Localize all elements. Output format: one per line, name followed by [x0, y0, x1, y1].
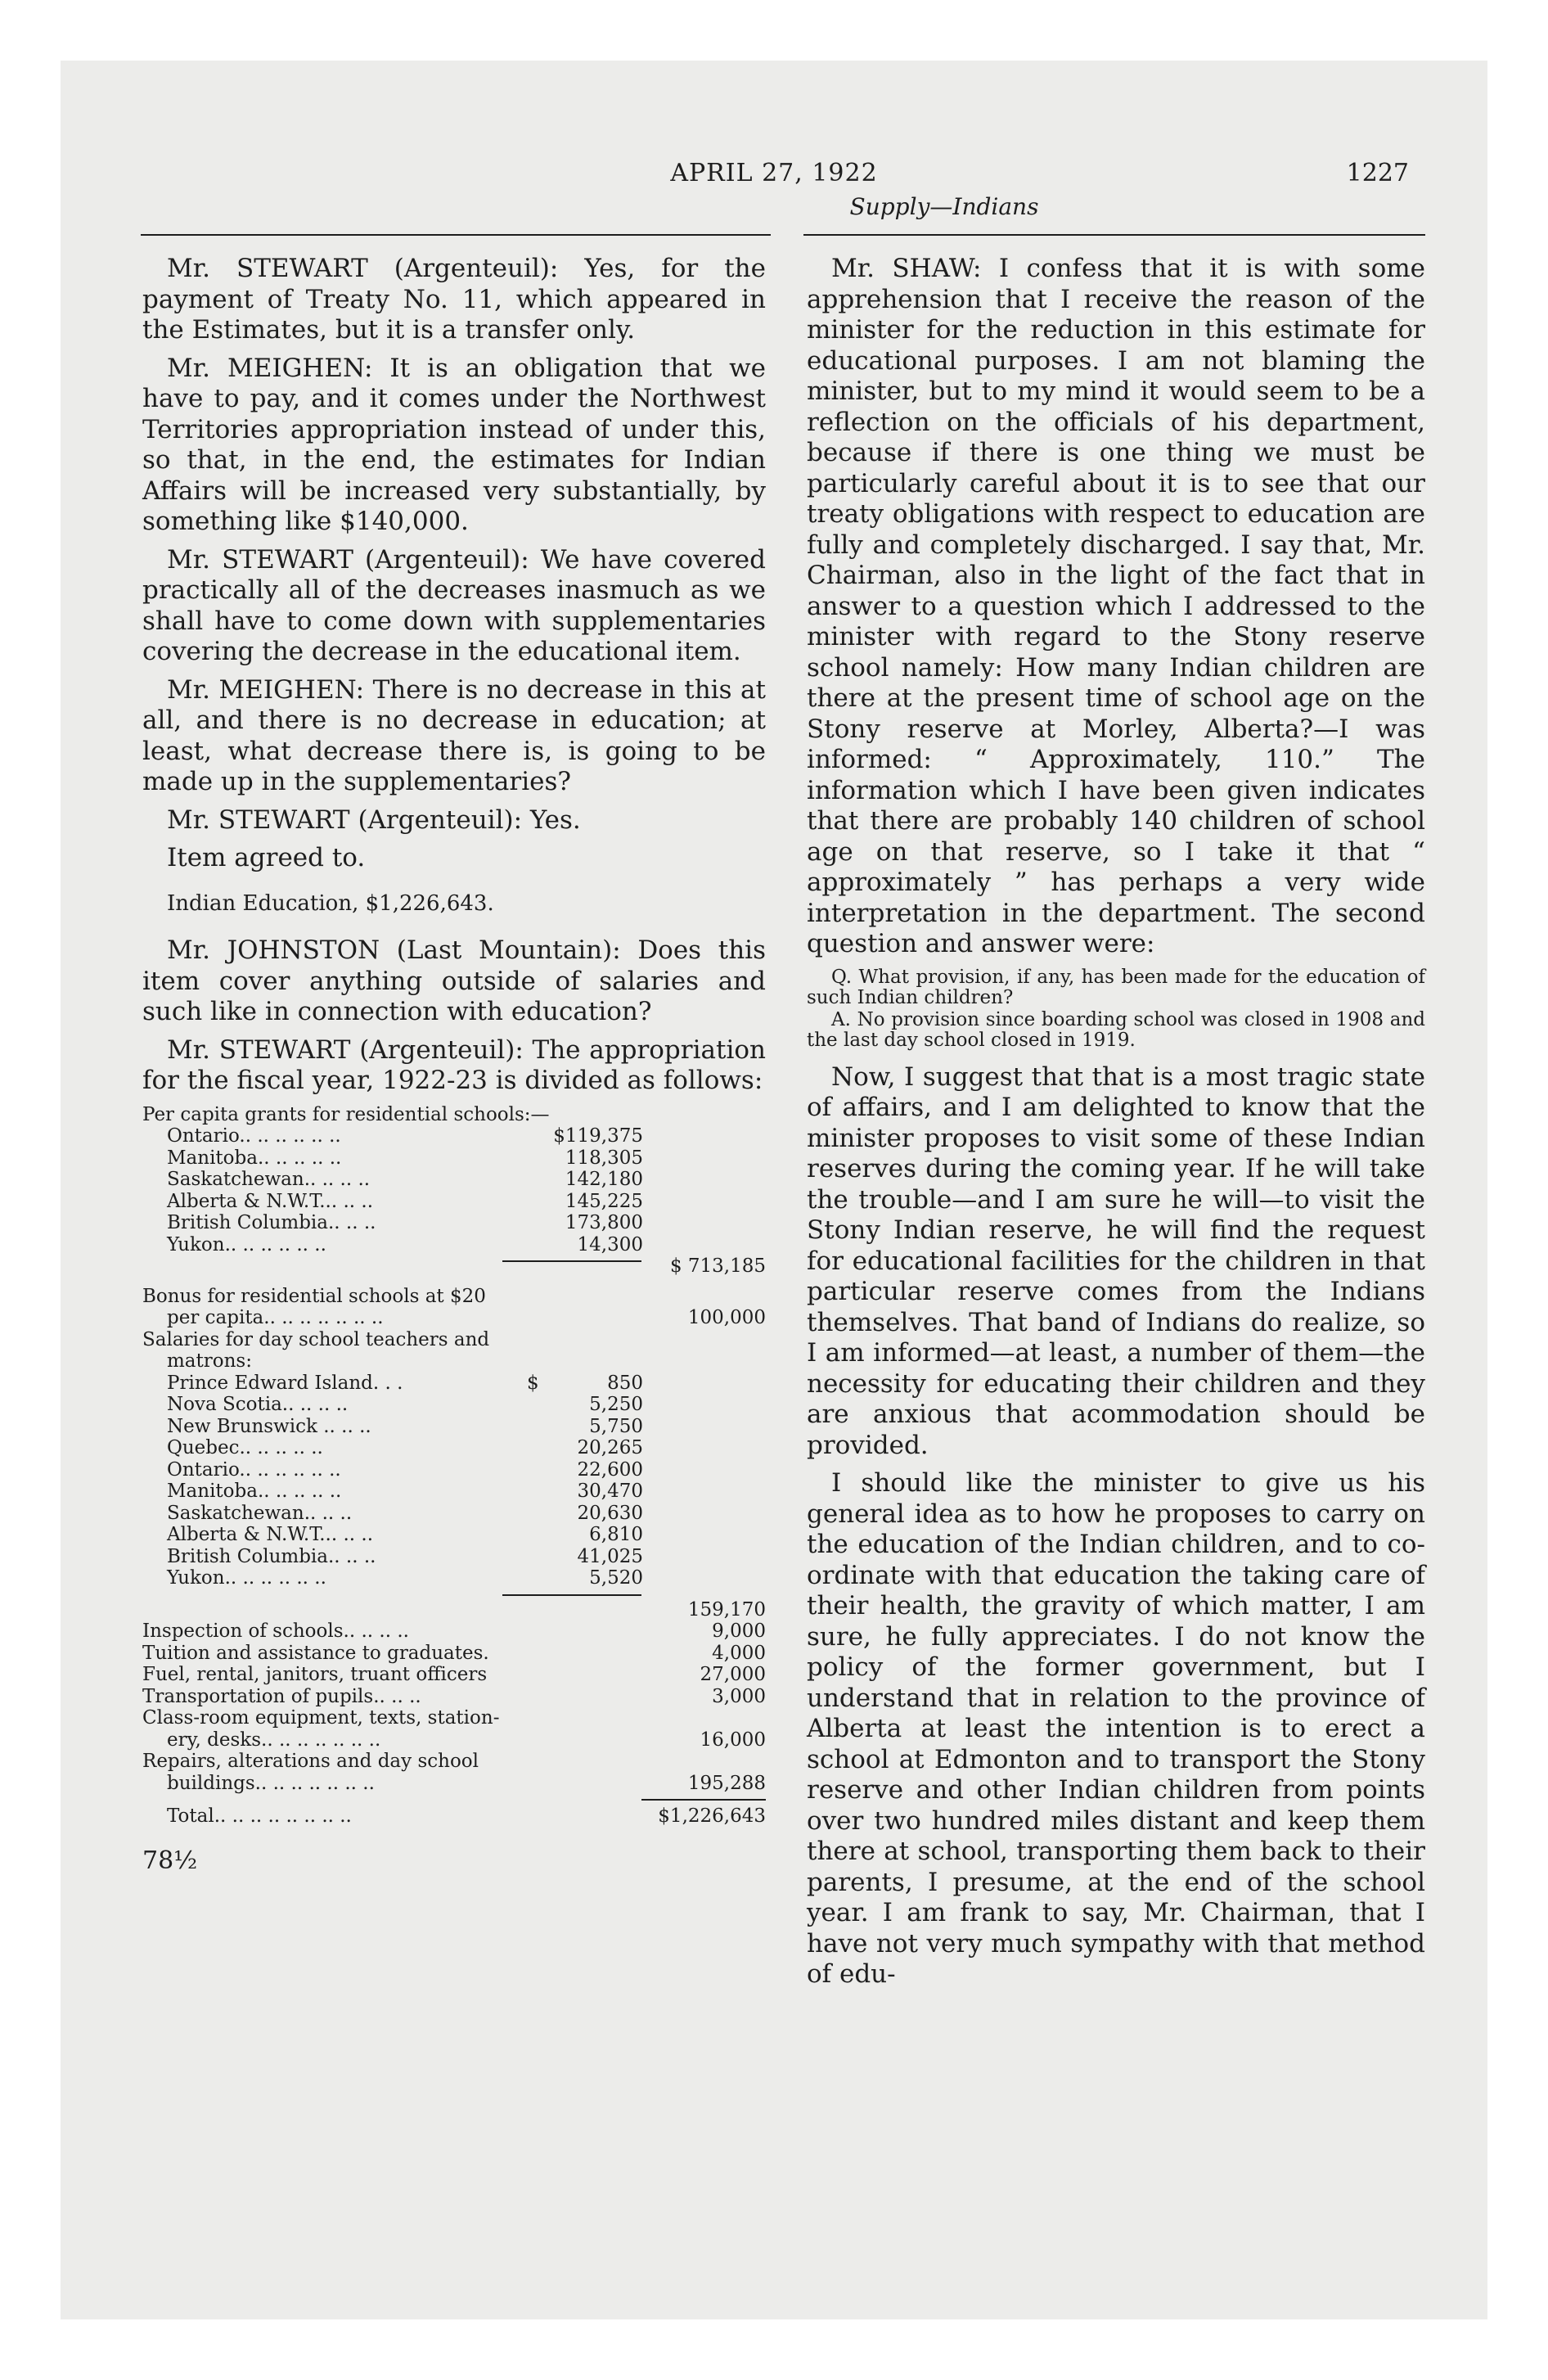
row-value: 30,470 — [577, 1481, 643, 1502]
table-row: ery, desks.. .. .. .. .. .. .. 16,000 — [167, 1729, 766, 1751]
row-value: 5,750 — [589, 1415, 643, 1437]
table-row — [142, 1707, 766, 1729]
row-value: 142,180 — [565, 1169, 643, 1190]
row-label: Quebec — [167, 1437, 240, 1458]
table-row: Saskatchewan.. .. .. .. 142,180 — [167, 1169, 643, 1190]
row-label: Prince Edward Island — [167, 1372, 373, 1394]
header-page-number: 1227 — [1346, 159, 1409, 187]
appropriation-table — [142, 1104, 766, 1828]
paragraph: I should like the minister to give us his general idea as to how he proposes to carry on the education of the Indian children, and to co-ordinate with that education the taking care of their health, the gravity of which matter, I am sure, he fully appreciates. I do not know the policy of the former government, but I understand that in relation to the province of Alberta at least the intention is to erect a school at Edmonton and to transport the Stony reserve and other Indian children from points over two hundred miles distant and keep them there at school, transporting them back to their parents, I presume, at the end of the school year. I am frank to say, Mr. Chairman, that I have not very much sympathy with that method of edu- — [807, 1468, 1425, 1989]
row-label: Tuition and assistance to graduates. — [142, 1642, 489, 1664]
row-label: Saskatchewan — [167, 1502, 304, 1524]
row-value: 850 — [607, 1372, 643, 1394]
paragraph: Now, I suggest that that is a most tragic state of affairs, and I am delighted to know that the minister proposes to visit some of these Indian reserves during the coming year. If he will take the trouble—and I am sure he will—to visit the Stony Indian reserve, he will find the request for educational facilities for the children in that particular reserve comes from the Indians themselves. That band of Indians do realize, so I am informed—at least, a number of them—the necessity for educating their children and they are anxious that acommodation should be provided. — [807, 1062, 1425, 1460]
row-value: 20,630 — [577, 1502, 643, 1524]
table-row: Yukon.. .. .. .. .. .. 14,300 — [167, 1233, 643, 1255]
table-row — [142, 1104, 766, 1126]
table-row: Alberta & N.W.T... .. .. 6,810 — [167, 1524, 643, 1545]
row-value: 6,810 — [589, 1524, 643, 1545]
row-label: British Columbia — [167, 1212, 328, 1233]
row-label: per capita — [167, 1307, 264, 1328]
row-total: $1,226,643 — [658, 1805, 766, 1827]
table-row: Alberta & N.W.T... .. .. 145,225 — [167, 1190, 643, 1212]
table-row — [142, 1255, 766, 1278]
question-answer — [807, 967, 1425, 1051]
row-label: Ontario — [167, 1458, 240, 1481]
row-label: Nova Scotia — [167, 1394, 282, 1415]
row-label: Saskatchewan — [167, 1169, 304, 1190]
paragraph: Mr. JOHNSTON (Last Mountain): Does this item cover anything outside of salaries and such like in connection with education? — [142, 935, 766, 1026]
row-value: 14,300 — [577, 1233, 643, 1255]
row-label: Repairs, alterations and day school — [142, 1751, 479, 1772]
row-value: 3,000 — [712, 1685, 766, 1707]
row-value: 5,250 — [589, 1394, 643, 1415]
table-row: Yukon.. .. .. .. .. .. 5,520 — [167, 1567, 643, 1589]
row-value: 195,288 — [687, 1772, 766, 1794]
table-row — [142, 1599, 766, 1621]
row-label: Fuel, rental, janitors, truant officers — [142, 1664, 488, 1685]
table-row: British Columbia.. .. .. 41,025 — [167, 1545, 643, 1567]
table-row: Saskatchewan.. .. .. 20,630 — [167, 1502, 643, 1524]
table-row — [142, 1751, 766, 1773]
paragraph: Mr. MEIGHEN: There is no decrease in this at all, and there is no decrease in education; at least, what decrease there is, is going to be made up in the supplementaries? — [142, 674, 766, 796]
question: Q. What provision, if any, has been made for the education of such Indian children? — [807, 966, 1425, 1008]
row-label: British Columbia — [167, 1545, 328, 1567]
right-column — [807, 254, 1425, 1998]
row-label: ery, desks — [167, 1729, 262, 1751]
paragraph: Mr. STEWART (Argenteuil): We have covered practically all of the decreases inasmuch as we shall have to come down with supplementaries covering the decrease in the educational item. — [142, 544, 766, 666]
header-section: Supply—Indians — [849, 193, 1039, 220]
row-label: Class-room equipment, texts, station- — [142, 1707, 500, 1729]
row-value: $119,375 — [553, 1125, 643, 1147]
answer: A. No provision since boarding school was closed in 1908 and the last day school closed in 1919. — [807, 1008, 1425, 1051]
folio: 78½ — [142, 1846, 198, 1875]
paragraph: Mr. STEWART (Argenteuil): Yes, for the payment of Treaty No. 11, which appeared in the Estimates, but it is a transfer only. — [142, 254, 766, 345]
page-header — [61, 159, 1487, 232]
table-row: Ontario.. .. .. .. .. .. 22,600 — [167, 1458, 643, 1481]
table-row: per capita.. .. .. .. .. .. .. 100,000 — [167, 1307, 766, 1328]
row-label: Alberta & N.W.T. — [167, 1524, 326, 1545]
left-column — [142, 254, 766, 1876]
row-value: 41,025 — [577, 1545, 643, 1567]
row-value: 20,265 — [577, 1437, 643, 1458]
table-row — [142, 1329, 766, 1351]
row-label: Ontario — [167, 1125, 240, 1147]
table-row: Ontario.. .. .. .. .. .. $119,375 — [167, 1125, 643, 1147]
table-row: Quebec.. .. .. .. .. 20,265 — [167, 1437, 643, 1458]
row-label: Inspection of schools — [142, 1620, 344, 1642]
row-value: 5,520 — [589, 1567, 643, 1589]
row-label: New Brunswick — [167, 1415, 317, 1437]
paragraph: Mr. STEWART (Argenteuil): Yes. — [167, 805, 581, 835]
table-row: British Columbia.. .. .. 173,800 — [167, 1212, 643, 1233]
row-label: Manitoba — [167, 1147, 258, 1169]
paragraph: Mr. SHAW: I confess that it is with some apprehension that I receive the reason of the minister for the reduction in this estimate for educational purposes. I am not blaming the minister, but to my mind it would seem to be a reflection on the officials of his department, because if there is one thing we must be particularly careful about it is to see that our treaty obligations with respect to education are fully and completely discharged. I say that, Mr. Chairman, also in the light of the fact that in answer to a question which I addressed to the minister with regard to the Stony reserve school namely: How many Indian children are there at the present time of school age on the Stony reserve at Morley, Alberta?—I was informed: “ Approximately, 110.” The information which I have been given indicates that there are probably 140 children of school age on that reserve, so I take it that “ approximately ” has perhaps a very wide interpretation in the department. The second question and answer were: — [807, 254, 1425, 958]
row-dollar: $ — [527, 1372, 539, 1394]
row-label: buildings — [167, 1772, 255, 1794]
table-row: Total.. .. .. .. .. .. .. .. $1,226,643 — [167, 1805, 766, 1827]
row-label: Yukon — [167, 1233, 225, 1255]
row-value: 100,000 — [687, 1307, 766, 1328]
header-rule-right — [803, 234, 1425, 236]
row-label: Manitoba — [167, 1481, 258, 1502]
header-rule-left — [141, 234, 771, 236]
table-heading: Per capita grants for residential schools:— — [142, 1103, 550, 1125]
table-row: New Brunswick .. .. .. 5,750 — [167, 1415, 643, 1437]
table-row — [142, 1664, 766, 1686]
row-label: Transportation of pupils — [142, 1685, 374, 1707]
table-row: Inspection of schools.. .. .. .. 9,000 — [142, 1620, 766, 1642]
row-label: matrons: — [167, 1350, 252, 1372]
row-value: 4,000 — [712, 1642, 766, 1664]
row-value: 145,225 — [565, 1190, 643, 1212]
table-row: buildings.. .. .. .. .. .. .. 195,288 — [167, 1772, 766, 1794]
row-value: 16,000 — [700, 1729, 766, 1751]
row-label: Yukon — [167, 1567, 225, 1589]
total-rule — [142, 1794, 766, 1805]
row-label: Alberta & N.W.T. — [167, 1190, 326, 1212]
paragraph: Mr. STEWART (Argenteuil): The appropriation for the fiscal year, 1922-23 is divided as follows: — [142, 1034, 766, 1095]
table-row — [142, 1286, 766, 1308]
item-heading: Indian Education, $1,226,643. — [167, 890, 494, 916]
header-date: APRIL 27, 1922 — [670, 159, 878, 187]
table-row — [142, 1350, 766, 1373]
paragraph: Mr. MEIGHEN: It is an obligation that we have to pay, and it comes under the Northwest Territories appropriation instead of under this, so that, in the end, the estimates for Indian Affairs will be increased very substantially, by something like $140,000. — [142, 353, 766, 536]
row-value: 118,305 — [565, 1147, 643, 1169]
row-label: Salaries for day school teachers and — [142, 1328, 490, 1350]
scanned-page — [61, 61, 1487, 2319]
row-total: 159,170 — [687, 1598, 766, 1620]
row-label: Total — [167, 1805, 214, 1827]
table-row: Nova Scotia.. .. .. .. 5,250 — [167, 1394, 643, 1415]
row-label: Bonus for residential schools at $20 — [142, 1285, 486, 1307]
row-value: 27,000 — [700, 1664, 766, 1685]
table-row: Transportation of pupils.. .. .. 3,000 — [142, 1685, 766, 1707]
table-row: Manitoba.. .. .. .. .. 118,305 — [167, 1147, 643, 1169]
table-row: Prince Edward Island. . . $ 850 — [167, 1372, 643, 1394]
row-total: $ 713,185 — [669, 1255, 766, 1277]
paragraph: Item agreed to. — [167, 843, 366, 872]
row-value: 22,600 — [577, 1458, 643, 1481]
table-row: Manitoba.. .. .. .. .. 30,470 — [167, 1481, 643, 1502]
table-row — [142, 1643, 766, 1665]
row-value: 9,000 — [712, 1620, 766, 1642]
row-value: 173,800 — [565, 1212, 643, 1233]
